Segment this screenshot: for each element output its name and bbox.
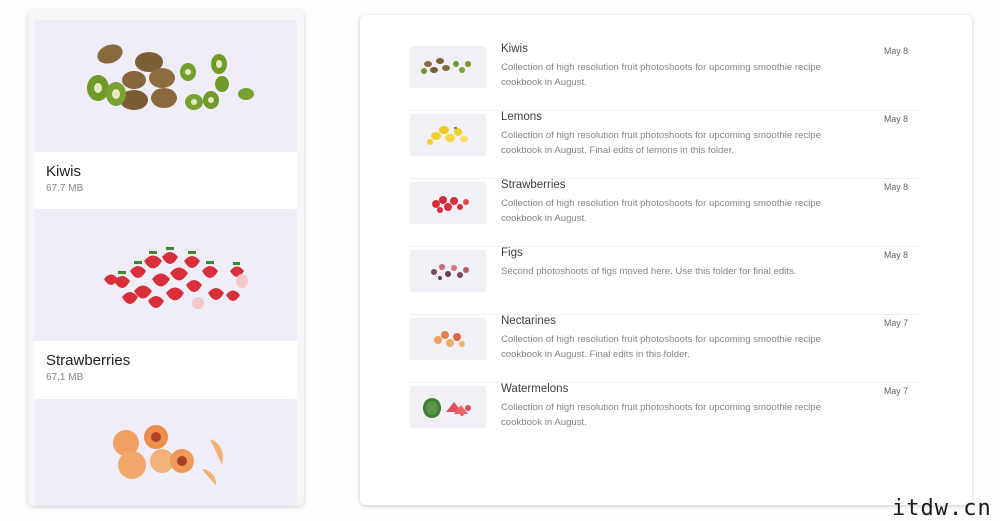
lemon-thumbnail-icon (410, 114, 486, 156)
file-date: May 8 (884, 46, 908, 56)
list-item[interactable] (410, 247, 920, 315)
file-list (410, 43, 920, 450)
gallery-panel (28, 10, 304, 506)
fig-thumbnail-icon (410, 250, 486, 292)
file-date: May 8 (884, 114, 908, 124)
strawberry-thumbnail-icon (410, 182, 486, 224)
file-date: May 8 (884, 250, 908, 260)
file-description: Collection of high resolution fruit photoshoots for upcoming smoothie recipe cookbook in August. Final edits of lemons in this folder. (501, 130, 821, 156)
list-item[interactable] (410, 383, 920, 450)
file-description: Collection of high resolution fruit photoshoots for upcoming smoothie recipe cookbook in August. (501, 62, 821, 88)
watermark: itdw.cn (892, 496, 992, 521)
gallery-card[interactable] (34, 20, 297, 210)
gallery-card[interactable] (34, 399, 297, 506)
file-description: Collection of high resolution fruit photoshoots for upcoming smoothie recipe cookbook in August. (501, 402, 821, 428)
nectarine-thumbnail-icon (410, 318, 486, 360)
file-title: Nectarines (501, 315, 556, 327)
file-date: May 7 (884, 386, 908, 396)
file-description: Collection of high resolution fruit photoshoots for upcoming smoothie recipe cookbook in August. (501, 198, 821, 224)
card-title: Kiwis (46, 163, 82, 180)
gallery-card[interactable] (34, 209, 297, 399)
file-title: Strawberries (501, 179, 566, 191)
file-description: Collection of high resolution fruit photoshoots for upcoming smoothie recipe cookbook in August. Final edits in this folder. (501, 334, 821, 360)
strawberry-photo-icon (34, 209, 297, 341)
list-item[interactable] (410, 315, 920, 383)
peach-photo-icon (34, 399, 297, 506)
file-title: Watermelons (501, 383, 569, 395)
list-item[interactable] (410, 111, 920, 179)
file-list-panel (360, 15, 972, 505)
file-date: May 7 (884, 318, 908, 328)
card-file-size: 67.1 MB (46, 372, 84, 383)
file-title: Kiwis (501, 43, 528, 55)
file-description: Second photoshoots of figs moved here. Use this folder for final edits. (501, 266, 797, 277)
kiwi-photo-icon (34, 20, 297, 152)
file-title: Figs (501, 247, 523, 259)
kiwi-thumbnail-icon (410, 46, 486, 88)
card-title: Strawberries (46, 352, 131, 369)
file-title: Lemons (501, 111, 542, 123)
watermelon-thumbnail-icon (410, 386, 486, 428)
list-item[interactable] (410, 179, 920, 247)
card-file-size: 67.7 MB (46, 183, 84, 194)
list-item[interactable] (410, 43, 920, 111)
file-date: May 8 (884, 182, 908, 192)
